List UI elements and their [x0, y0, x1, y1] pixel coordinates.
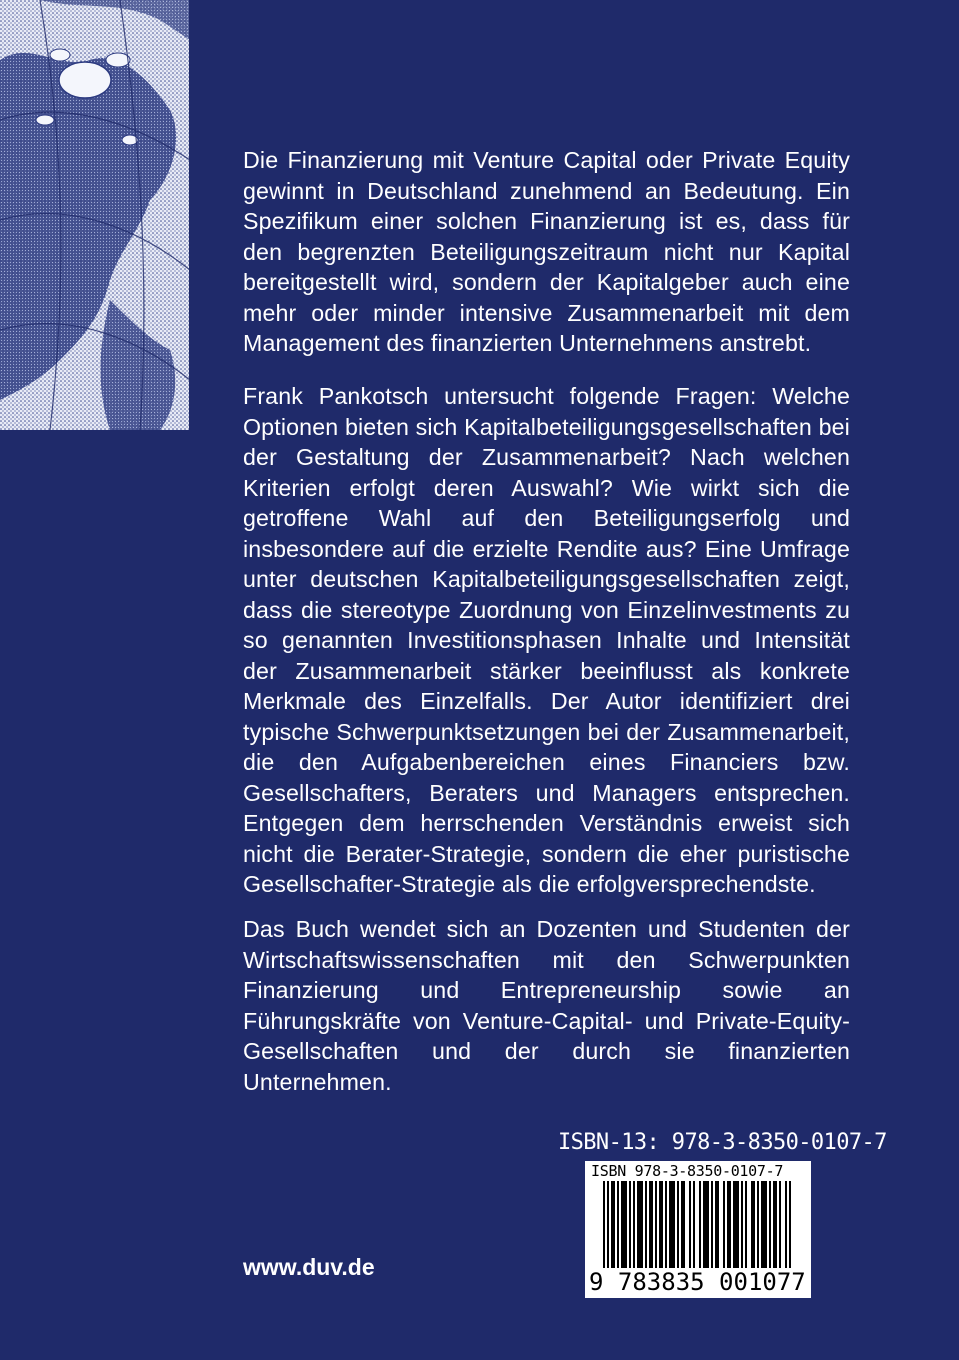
globe-illustration: [0, 0, 190, 430]
barcode-bars: [603, 1181, 795, 1277]
audience-paragraph: Das Buch wendet sich an Dozenten und Studenten der Wirtschaftswissenschaften mit den Schwerpunkten Finanzierung und Entrepreneurship sowie an Führungskräfte von Venture-Capital- und Private-Equity-Gesellschaften und der durch sie finanzierten Unternehmen.: [243, 916, 850, 1095]
isbn-label: ISBN-13: 978-3-8350-0107-7: [558, 1130, 887, 1155]
barcode-digits: 9 783835 001077: [589, 1268, 806, 1296]
barcode: [585, 1161, 811, 1298]
barcode-isbn-text: ISBN 978-3-8350-0107-7: [591, 1162, 784, 1180]
website-link[interactable]: www.duv.de: [243, 1254, 375, 1280]
intro-paragraph: Die Finanzierung mit Venture Capital oder Private Equity gewinnt in Deutschland zunehmend an Bedeutung. Ein Spezifikum einer solchen Finanzierung ist es, dass für den begrenzten Beteiligungszeitraum nicht nur Kapital bereitgestellt wird, sondern der Kapitalgeber auch eine mehr oder minder intensive Zusammenarbeit mit dem Management des finanzierten Unternehmens anstrebt.: [243, 147, 850, 356]
research-paragraph: Frank Pankotsch untersucht folgende Fragen: Welche Optionen bieten sich Kapitalbeteiligungsgesellschaften bei der Gestaltung der Zusammenarbeit? Nach welchen Kriterien erfolgt deren Auswahl? Wie wirkt sich die getroffene Wahl auf den Beteiligungserfolg und insbesondere auf die erzielte Rendite aus? Eine Umfrage unter deutschen Kapitalbeteiligungsgesellschaften zeigt, dass die stereotype Zuordnung von Einzelinvestments zu so genannten Investitionsphasen Inhalte und Intensität der Zusammenarbeit stärker beeinflusst als konkrete Merkmale des Einzelfalls. Der Autor identifiziert drei typische Schwerpunktsetzungen bei der Zusammenarbeit, die den Aufgabenbereichen eines Financiers bzw. Gesellschafters, Beraters und Managers entsprechen. Entgegen dem herrschenden Verständnis erweist sich nicht die Berater-Strategie, sondern die eher puristische Gesellschafter-Strategie als die erfolgversprechendste.: [243, 383, 850, 897]
